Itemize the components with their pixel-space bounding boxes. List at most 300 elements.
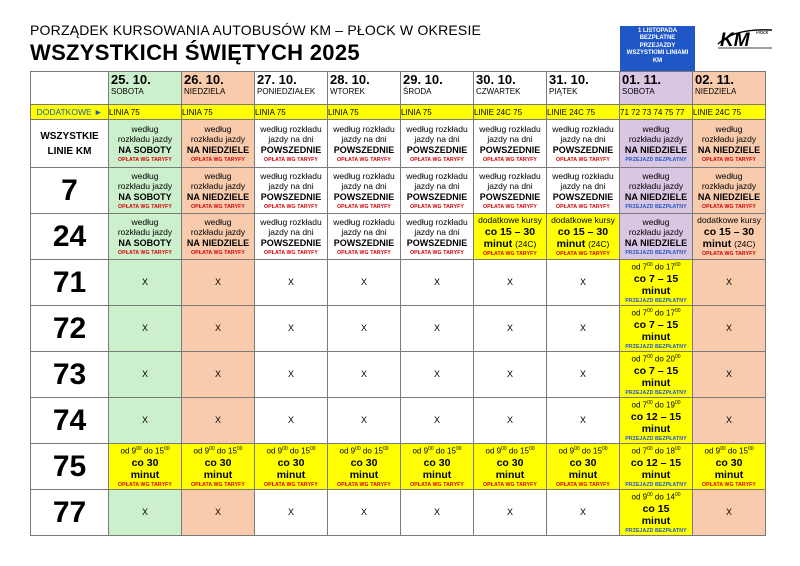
day-name: CZWARTEK <box>476 87 521 96</box>
cell-text: NA SOBOTY <box>118 144 172 155</box>
schedule-cell <box>620 352 693 398</box>
cell-text: minut <box>203 468 233 481</box>
from-hour: 9 <box>569 446 575 456</box>
from-word: od <box>412 446 422 456</box>
schedule-cell <box>255 398 328 444</box>
day-header <box>474 72 547 105</box>
free-travel-badge <box>620 26 695 72</box>
cell-text: POWSZEDNIE <box>260 237 322 248</box>
cell-text: jazdy na dni <box>560 134 606 144</box>
schedule-cell <box>328 306 401 352</box>
cell-text: minut <box>568 468 598 481</box>
no-service: X <box>287 415 294 426</box>
to-word: do <box>654 308 664 318</box>
schedule-cell <box>255 120 328 168</box>
fee-note: OPŁATA WG TARYFY <box>337 249 391 256</box>
from-hour: 9 <box>715 446 721 456</box>
schedule-cell <box>401 352 474 398</box>
no-service: X <box>287 507 294 518</box>
schedule-cell <box>182 398 255 444</box>
schedule-cell <box>693 168 766 214</box>
time-range <box>182 444 254 457</box>
cell-text: jazdy na dni <box>268 227 314 237</box>
fee-note: OPŁATA WG TARYFY <box>483 481 537 488</box>
no-service: X <box>141 415 148 426</box>
to-min: 00 <box>674 262 681 269</box>
cell-text: rozkładu jazdy <box>190 181 246 191</box>
fee-note: OPŁATA WG TARYFY <box>556 250 610 257</box>
no-service: X <box>725 507 732 518</box>
cell-text: minut <box>130 468 160 481</box>
from-word: od <box>631 308 641 318</box>
to-min: 00 <box>674 308 681 315</box>
to-min: 00 <box>382 446 389 453</box>
no-service: X <box>287 323 294 334</box>
day-date: 31. 10. <box>549 72 589 87</box>
cell-text: według rozkładu <box>479 170 541 181</box>
cell-text: rozkładu jazdy <box>701 134 757 144</box>
cell-text: minut <box>641 330 671 343</box>
cell-text: minut <box>349 468 379 481</box>
cell-text: jazdy na dni <box>414 227 460 237</box>
schedule-cell <box>182 120 255 168</box>
schedule-cell <box>182 168 255 214</box>
cell-text: według <box>131 170 159 181</box>
from-min: 00 <box>647 400 653 407</box>
from-min: 00 <box>574 446 580 453</box>
to-hour: 15 <box>447 446 456 456</box>
from-word: od <box>631 446 641 456</box>
to-hour: 19 <box>666 400 675 410</box>
fee-note: OPŁATA WG TARYFY <box>556 481 610 488</box>
cell-text: co 15 – 30 <box>484 225 536 238</box>
day-header <box>693 72 766 105</box>
cell-text: jazdy na dni <box>487 181 533 191</box>
time-range <box>109 444 181 457</box>
cell-text: POWSZEDNIE <box>260 191 322 202</box>
no-service: X <box>214 415 221 426</box>
from-word: od <box>193 446 203 456</box>
cell-text: rozkładu jazdy <box>117 134 173 144</box>
schedule-cell <box>547 444 620 490</box>
badge-line: KM <box>652 57 663 64</box>
schedule-cell <box>474 214 547 260</box>
schedule-cell <box>255 260 328 306</box>
day-header <box>109 72 182 105</box>
free-note: PRZEJAZD BEZPŁATNY <box>625 249 687 256</box>
schedule-cell <box>109 444 182 490</box>
cell-text: według rozkładu <box>406 170 468 181</box>
additional-value: LINIE 24C 75 <box>547 105 620 120</box>
cell-text: jazdy na dni <box>341 181 387 191</box>
to-min: 00 <box>674 492 681 499</box>
schedule-cell <box>693 306 766 352</box>
cell-text: według <box>642 123 670 134</box>
from-min: 00 <box>428 446 434 453</box>
cell-text: minut <box>641 422 671 435</box>
schedule-cell <box>547 260 620 306</box>
fee-note: OPŁATA WG TARYFY <box>191 203 245 210</box>
cell-text: co 15 – 30 <box>703 225 755 238</box>
schedule-cell <box>328 120 401 168</box>
no-service: X <box>214 323 221 334</box>
to-word: do <box>581 446 591 456</box>
cell-text: co 12 – 15 <box>630 410 682 423</box>
no-service: X <box>725 415 732 426</box>
cell-text: według <box>715 170 743 181</box>
from-hour: 7 <box>642 354 648 364</box>
from-word: od <box>631 400 641 410</box>
no-service: X <box>433 507 440 518</box>
schedule-cell <box>620 260 693 306</box>
from-min: 00 <box>282 446 288 453</box>
additional-value: 71 72 73 74 75 77 <box>620 105 693 120</box>
to-min: 00 <box>455 446 462 453</box>
from-word: od <box>631 262 641 272</box>
fee-note: OPŁATA WG TARYFY <box>264 481 318 488</box>
cell-text: według <box>642 170 670 181</box>
day-date: 01. 11. <box>622 72 662 87</box>
schedule-cell <box>182 490 255 536</box>
schedule-cell <box>255 168 328 214</box>
schedule-cell <box>182 306 255 352</box>
schedule-cell <box>693 398 766 444</box>
line-label: 73 <box>31 352 109 398</box>
day-header <box>547 72 620 105</box>
day-header <box>328 72 401 105</box>
schedule-cell <box>255 214 328 260</box>
schedule-cell <box>401 444 474 490</box>
no-service: X <box>506 415 513 426</box>
line-row <box>31 352 766 398</box>
schedule-cell <box>620 490 693 536</box>
cell-text: co 7 – 15 <box>633 272 679 285</box>
schedule-cell <box>401 120 474 168</box>
schedule-cell <box>109 352 182 398</box>
schedule-cell <box>620 306 693 352</box>
day-header-row <box>31 72 766 105</box>
to-word: do <box>435 446 445 456</box>
cell-text: według <box>642 216 670 227</box>
from-word: od <box>631 492 641 502</box>
fee-note: OPŁATA WG TARYFY <box>556 203 610 210</box>
cell-text: NA NIEDZIELE <box>697 144 761 155</box>
line-note: (24C) <box>588 238 610 249</box>
day-name: SOBOTA <box>111 87 144 96</box>
cell-text: co 15 – 30 <box>557 225 609 238</box>
free-note: PRZEJAZD BEZPŁATNY <box>625 343 687 350</box>
line-label: 77 <box>31 490 109 536</box>
line-row <box>31 214 766 260</box>
line-label: 71 <box>31 260 109 306</box>
cell-text: POWSZEDNIE <box>479 191 541 202</box>
fee-note: OPŁATA WG TARYFY <box>410 249 464 256</box>
time-range <box>620 306 692 319</box>
schedule-cell <box>474 490 547 536</box>
schedule-cell <box>328 214 401 260</box>
schedule-cell <box>620 444 693 490</box>
to-min: 00 <box>674 354 681 361</box>
from-hour: 9 <box>131 446 137 456</box>
schedule-table <box>30 71 766 536</box>
day-date: 26. 10. <box>184 72 224 87</box>
from-hour: 9 <box>204 446 210 456</box>
cell-text: według rozkładu <box>260 170 322 181</box>
free-note: PRZEJAZD BEZPŁATNY <box>625 481 687 488</box>
badge-line: WSZYSTKIMI LINIAMI <box>626 50 689 57</box>
no-service: X <box>141 507 148 518</box>
schedule-cell <box>547 490 620 536</box>
cell-text: według <box>131 123 159 134</box>
schedule-cell <box>474 398 547 444</box>
to-hour: 15 <box>739 446 748 456</box>
line-label: 24 <box>31 214 109 260</box>
schedule-cell <box>109 214 182 260</box>
cell-text: według <box>204 170 232 181</box>
badge-line: PRZEJAZDY <box>639 42 676 49</box>
no-service: X <box>506 277 513 288</box>
cell-text: według rozkładu <box>333 170 395 181</box>
schedule-cell <box>620 120 693 168</box>
from-hour: 9 <box>642 492 648 502</box>
fee-note: OPŁATA WG TARYFY <box>118 249 172 256</box>
cell-text: według <box>715 123 743 134</box>
fee-note: OPŁATA WG TARYFY <box>483 156 537 163</box>
cell-text: POWSZEDNIE <box>479 144 541 155</box>
no-service: X <box>141 277 148 288</box>
day-date: 28. 10. <box>330 72 370 87</box>
no-service: X <box>579 507 586 518</box>
from-min: 00 <box>647 262 653 269</box>
day-date: 27. 10. <box>257 72 297 87</box>
fee-note: OPŁATA WG TARYFY <box>702 156 756 163</box>
schedule-cell <box>620 214 693 260</box>
day-date: 30. 10. <box>476 72 516 87</box>
cell-text: według <box>204 123 232 134</box>
from-hour: 7 <box>642 446 648 456</box>
schedule-cell <box>693 260 766 306</box>
fee-note: OPŁATA WG TARYFY <box>410 481 464 488</box>
cell-text: jazdy na dni <box>414 181 460 191</box>
line-label: 74 <box>31 398 109 444</box>
no-service: X <box>579 277 586 288</box>
to-hour: 15 <box>155 446 164 456</box>
from-hour: 7 <box>642 400 648 410</box>
cell-text: NA NIEDZIELE <box>186 144 250 155</box>
schedule-cell <box>328 398 401 444</box>
schedule-cell <box>109 168 182 214</box>
no-service: X <box>360 277 367 288</box>
time-range <box>620 444 692 457</box>
additional-value: LINIE 24C 75 <box>693 105 766 120</box>
time-range <box>547 444 619 457</box>
to-min: 00 <box>674 446 681 453</box>
fee-note: OPŁATA WG TARYFY <box>410 203 464 210</box>
day-name: NIEDZIELA <box>695 87 737 96</box>
cell-text: rozkładu jazdy <box>190 134 246 144</box>
schedule-cell <box>401 260 474 306</box>
schedule-cell <box>401 490 474 536</box>
fee-note: OPŁATA WG TARYFY <box>337 203 391 210</box>
cell-text: POWSZEDNIE <box>406 144 468 155</box>
free-note: PRZEJAZD BEZPŁATNY <box>625 435 687 442</box>
no-service: X <box>433 323 440 334</box>
to-min: 00 <box>747 446 754 453</box>
line-row <box>31 120 766 168</box>
fee-note: OPŁATA WG TARYFY <box>191 481 245 488</box>
cell-text: według rozkładu <box>552 170 614 181</box>
from-word: od <box>558 446 568 456</box>
line-row <box>31 490 766 536</box>
additional-value: LINIA 75 <box>328 105 401 120</box>
cell-text: według rozkładu <box>479 123 541 134</box>
schedule-cell <box>474 168 547 214</box>
cell-text: POWSZEDNIE <box>552 191 614 202</box>
cell-text: jazdy na dni <box>487 134 533 144</box>
time-range <box>255 444 327 457</box>
cell-text: co 30 <box>715 456 743 469</box>
cell-text <box>474 238 546 250</box>
cell-text: NA NIEDZIELE <box>186 191 250 202</box>
free-note: PRZEJAZD BEZPŁATNY <box>625 203 687 210</box>
cell-text: jazdy na dni <box>341 134 387 144</box>
to-hour: 15 <box>520 446 529 456</box>
time-range <box>328 444 400 457</box>
cell-text: rozkładu jazdy <box>117 181 173 191</box>
cell-text: POWSZEDNIE <box>260 144 322 155</box>
schedule-cell <box>693 352 766 398</box>
to-hour: 15 <box>301 446 310 456</box>
schedule-cell <box>255 490 328 536</box>
cell-text: NA SOBOTY <box>118 237 172 248</box>
schedule-cell <box>182 214 255 260</box>
cell-text: jazdy na dni <box>268 181 314 191</box>
schedule-cell <box>693 444 766 490</box>
no-service: X <box>287 369 294 380</box>
no-service: X <box>433 277 440 288</box>
schedule-cell <box>693 490 766 536</box>
schedule-cell <box>109 398 182 444</box>
day-header <box>620 72 693 105</box>
schedule-cell <box>474 352 547 398</box>
to-word: do <box>143 446 153 456</box>
cell-text: rozkładu jazdy <box>628 227 684 237</box>
additional-value: LINIA 75 <box>182 105 255 120</box>
line-note: (24C) <box>515 238 537 249</box>
schedule-cell <box>255 444 328 490</box>
fee-note: OPŁATA WG TARYFY <box>264 203 318 210</box>
cell-text: co 15 <box>642 502 670 515</box>
additional-value: LINIA 75 <box>401 105 474 120</box>
from-hour: 9 <box>496 446 502 456</box>
no-service: X <box>725 277 732 288</box>
day-date: 29. 10. <box>403 72 443 87</box>
line-note: (24C) <box>734 238 756 249</box>
line-row <box>31 260 766 306</box>
no-service: X <box>506 323 513 334</box>
free-note: PRZEJAZD BEZPŁATNY <box>625 297 687 304</box>
cell-text: według rozkładu <box>552 123 614 134</box>
cell-text: co 7 – 15 <box>633 364 679 377</box>
time-range <box>474 444 546 457</box>
fee-note: OPŁATA WG TARYFY <box>191 156 245 163</box>
to-word: do <box>216 446 226 456</box>
cell-text: minut <box>641 284 671 297</box>
schedule-cell <box>474 306 547 352</box>
badge-line: BEZPŁATNE <box>639 35 676 42</box>
corner-cell <box>31 72 109 105</box>
from-hour: 7 <box>642 308 648 318</box>
schedule-cell <box>109 260 182 306</box>
cell-text: minut <box>714 468 744 481</box>
cell-text: jazdy na dni <box>341 227 387 237</box>
minut-word: minut <box>556 237 586 250</box>
cell-text: co 12 – 15 <box>630 456 682 469</box>
no-service: X <box>360 507 367 518</box>
schedule-cell <box>547 168 620 214</box>
cell-text: minut <box>495 468 525 481</box>
cell-text: co 30 <box>423 456 451 469</box>
fee-note: OPŁATA WG TARYFY <box>118 156 172 163</box>
day-header <box>182 72 255 105</box>
day-name: WTOREK <box>330 87 365 96</box>
to-hour: 14 <box>666 492 675 502</box>
day-name: NIEDZIELA <box>184 87 226 96</box>
schedule-cell <box>620 168 693 214</box>
day-name: PONIEDZIAŁEK <box>257 87 316 96</box>
no-service: X <box>214 369 221 380</box>
line-row <box>31 444 766 490</box>
cell-text: według rozkładu <box>333 123 395 134</box>
schedule-cell <box>547 398 620 444</box>
cell-text: rozkładu jazdy <box>628 134 684 144</box>
schedule-cell <box>182 352 255 398</box>
to-min: 00 <box>163 446 170 453</box>
cell-text: NA NIEDZIELE <box>697 191 761 202</box>
schedule-cell <box>547 120 620 168</box>
from-min: 00 <box>355 446 361 453</box>
from-word: od <box>120 446 130 456</box>
no-service: X <box>579 369 586 380</box>
schedule-cell <box>547 352 620 398</box>
from-hour: 9 <box>350 446 356 456</box>
to-hour: 17 <box>666 308 675 318</box>
schedule-cell <box>474 120 547 168</box>
cell-text: co 30 <box>131 456 159 469</box>
schedule-cell <box>328 168 401 214</box>
no-service: X <box>214 277 221 288</box>
no-service: X <box>360 323 367 334</box>
day-date: 25. 10. <box>111 72 151 87</box>
page-title: WSZYSTKICH ŚWIĘTYCH 2025 <box>30 40 360 65</box>
cell-text: jazdy na dni <box>414 134 460 144</box>
cell-text: NA SOBOTY <box>118 191 172 202</box>
cell-text: NA NIEDZIELE <box>624 191 688 202</box>
schedule-cell <box>255 306 328 352</box>
schedule-cell <box>328 352 401 398</box>
logo-sub: Płock <box>756 30 769 36</box>
cell-text: dodatkowe kursy <box>697 215 761 226</box>
to-word: do <box>654 446 664 456</box>
additional-label: DODATKOWE ► <box>31 105 109 120</box>
line-label: 72 <box>31 306 109 352</box>
schedule-cell <box>328 444 401 490</box>
cell-text: rozkładu jazdy <box>117 227 173 237</box>
from-min: 00 <box>647 446 653 453</box>
additional-value: LINIA 75 <box>109 105 182 120</box>
cell-text: NA NIEDZIELE <box>624 144 688 155</box>
time-range <box>620 260 692 273</box>
